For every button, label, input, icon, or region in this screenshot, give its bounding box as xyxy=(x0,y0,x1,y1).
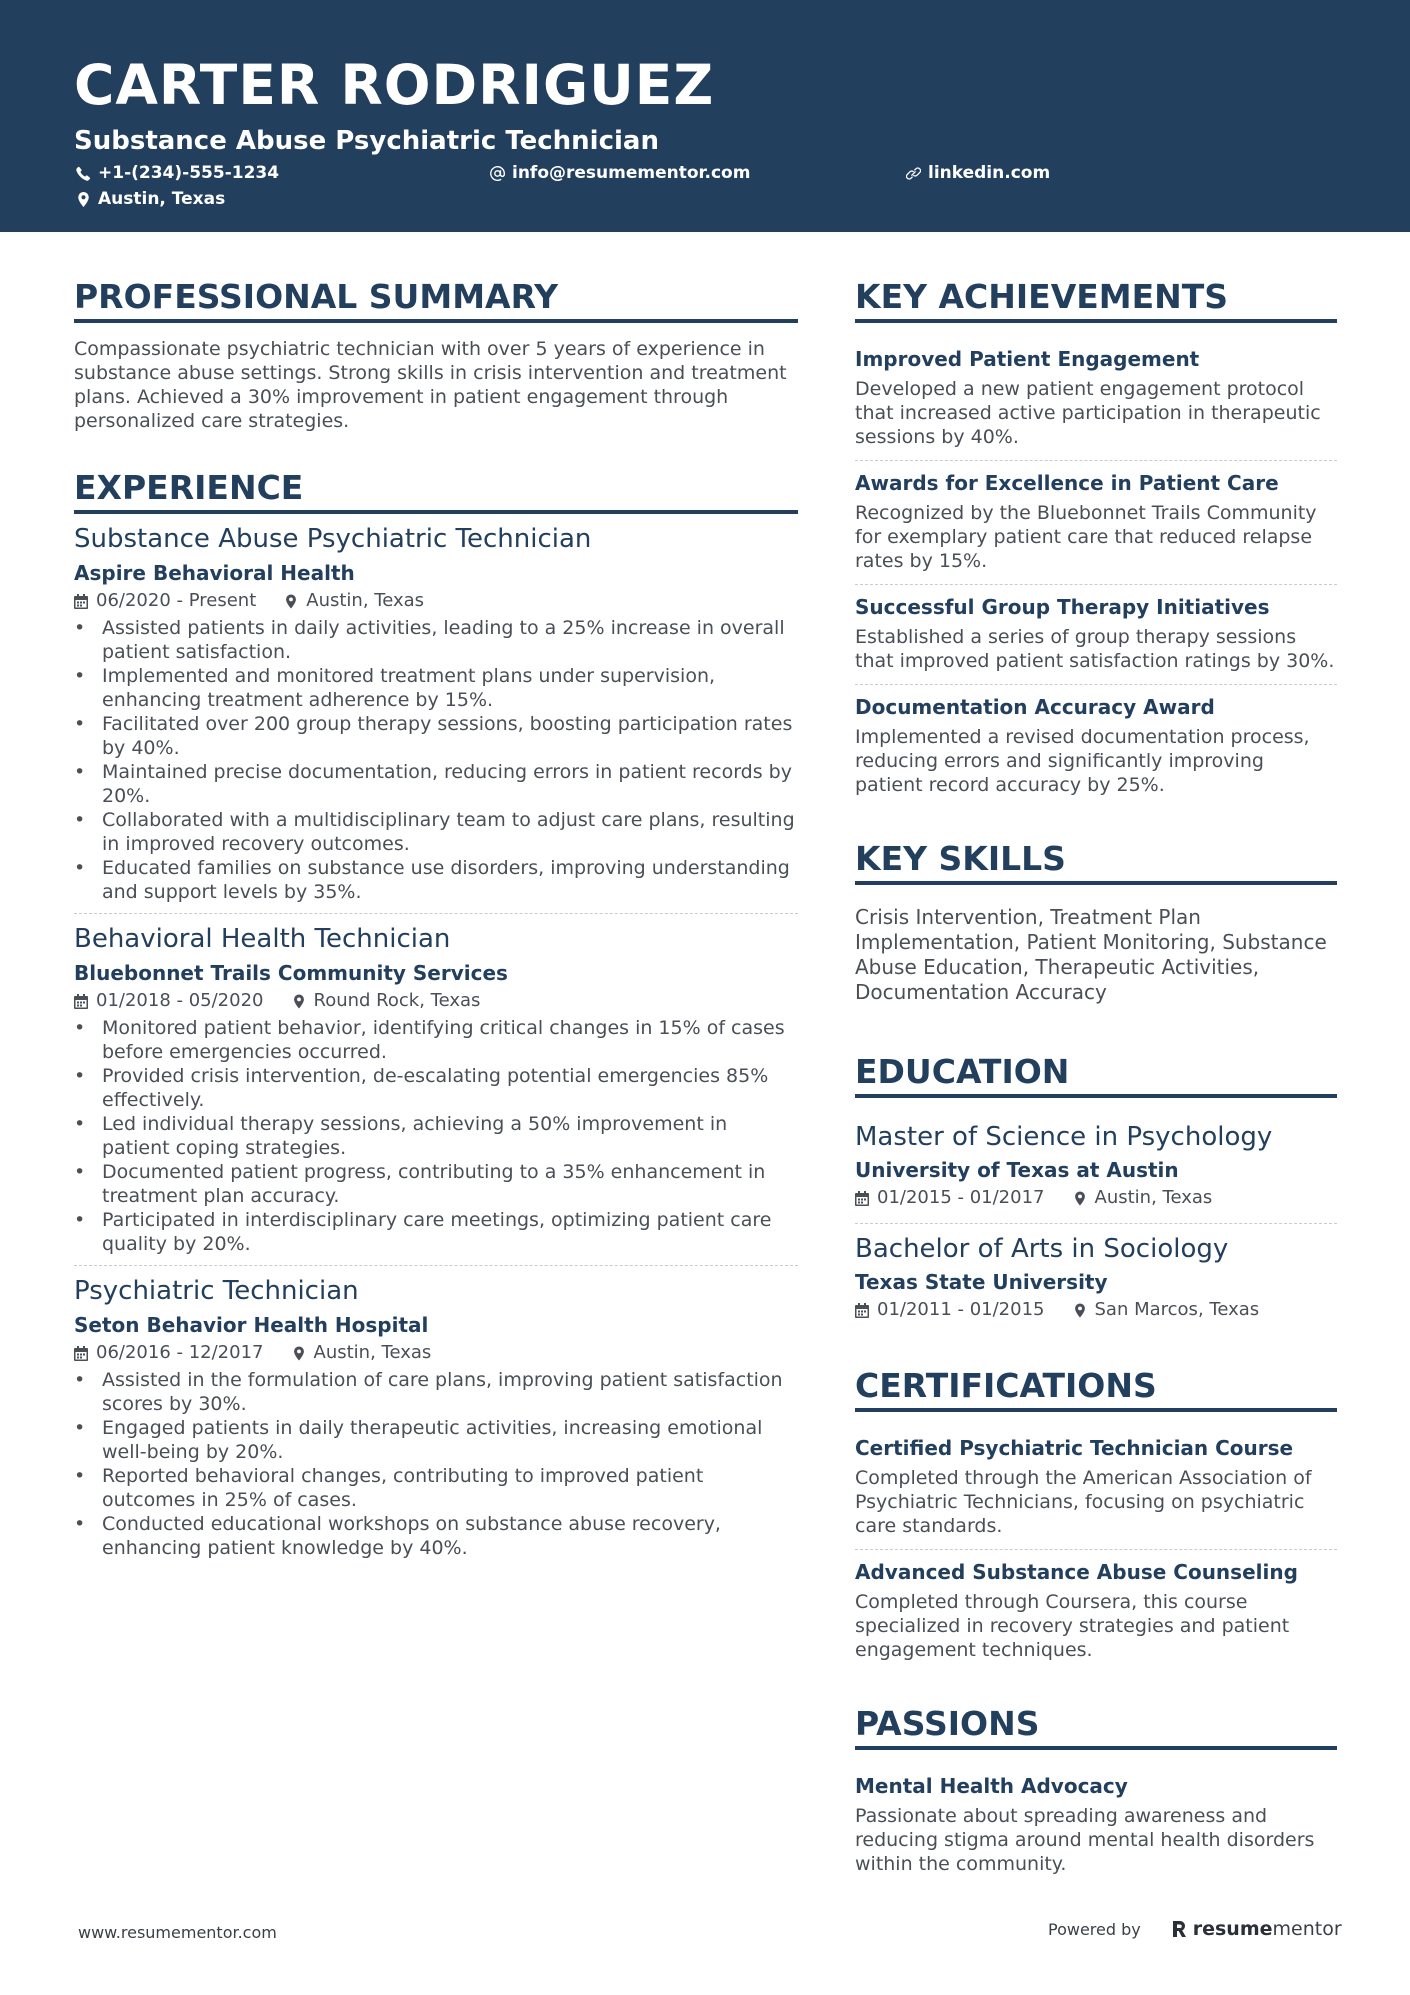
passion-title: Mental Health Advocacy xyxy=(855,1774,1128,1798)
job-bullet: • Provided crisis intervention, de-escalating potential emergencies 85% effectively. xyxy=(74,1064,798,1112)
job-title: Substance Abuse Psychiatric Technician xyxy=(74,524,592,554)
certification-text: Completed through Coursera, this course specialized in recovery strategies and patient engagement techniques. xyxy=(855,1591,1290,1661)
job-bullet: • Collaborated with a multidisciplinary team to adjust care plans, resulting in improved recovery outcomes. xyxy=(74,808,798,856)
school-name: Texas State University xyxy=(855,1270,1108,1294)
education-location xyxy=(1073,1189,1213,1207)
job-bullet: • Engaged patients in daily therapeutic activities, increasing emotional well-being by 20%. xyxy=(74,1416,798,1464)
job-bullet: • Reported behavioral changes, contributing to improved patient outcomes in 25% of cases. xyxy=(74,1464,798,1512)
job-location xyxy=(284,592,424,610)
achievement-text: Established a series of group therapy sessions that improved patient satisfaction ratings by 30%. xyxy=(855,626,1335,672)
certifications-section xyxy=(855,1366,1337,1673)
link-icon xyxy=(906,166,921,181)
job-location-text: Austin, Texas xyxy=(313,1342,432,1363)
job-entry xyxy=(74,526,798,914)
calendar-icon xyxy=(74,1346,88,1361)
achievement-item xyxy=(855,585,1337,685)
job-dates-text: 06/2016 - 12/2017 xyxy=(96,1342,264,1363)
map-pin-icon xyxy=(292,994,306,1009)
education-item xyxy=(855,1112,1337,1224)
summary-heading: PROFESSIONAL SUMMARY xyxy=(74,280,798,323)
footer-website[interactable]: www.resumementor.com xyxy=(78,1923,277,1942)
experience-section xyxy=(74,468,798,1569)
certification-title: Advanced Substance Abuse Counseling xyxy=(855,1560,1298,1584)
job-bullets xyxy=(74,1016,798,1256)
skills-heading: KEY SKILLS xyxy=(855,842,1337,885)
calendar-icon xyxy=(74,594,88,609)
achievement-title: Successful Group Therapy Initiatives xyxy=(855,595,1270,619)
job-entry xyxy=(74,1278,798,1569)
job-location xyxy=(292,992,481,1010)
brand-logo-icon xyxy=(1171,1920,1187,1938)
education-location xyxy=(1073,1301,1260,1319)
education-location-text: Austin, Texas xyxy=(1094,1187,1213,1208)
job-location-text: Austin, Texas xyxy=(306,590,425,611)
education-meta xyxy=(855,1301,1337,1319)
job-bullet: • Conducted educational workshops on substance abuse recovery, enhancing patient knowledge by 40%. xyxy=(74,1512,798,1560)
job-meta xyxy=(74,992,798,1010)
job-bullet: • Implemented and monitored treatment plans under supervision, enhancing treatment adherence by 15%. xyxy=(74,664,798,712)
job-bullet: • Facilitated over 200 group therapy sessions, boosting participation rates by 40%. xyxy=(74,712,798,760)
job-bullet: • Assisted in the formulation of care plans, improving patient satisfaction scores by 30%. xyxy=(74,1368,798,1416)
candidate-title: Substance Abuse Psychiatric Technician xyxy=(74,126,659,156)
phone-text: +1-(234)-555-1234 xyxy=(98,163,280,183)
achievement-title: Documentation Accuracy Award xyxy=(855,695,1215,719)
job-dates-text: 06/2020 - Present xyxy=(96,590,257,611)
education-meta xyxy=(855,1189,1337,1207)
education-dates xyxy=(855,1301,1045,1319)
job-meta xyxy=(74,1344,798,1362)
job-bullets xyxy=(74,1368,798,1560)
location-text: Austin, Texas xyxy=(98,189,226,209)
skills-section xyxy=(855,839,1337,1005)
brand-logo[interactable] xyxy=(1171,1918,1342,1940)
footer-powered-by xyxy=(1048,1918,1342,1940)
education-dates xyxy=(855,1189,1045,1207)
achievements-heading: KEY ACHIEVEMENTS xyxy=(855,280,1337,323)
experience-heading: EXPERIENCE xyxy=(74,471,798,514)
job-bullet: • Maintained precise documentation, reducing errors in patient records by 20%. xyxy=(74,760,798,808)
summary-text: Compassionate psychiatric technician with over 5 years of experience in substance abuse settings. Strong skills in crisis intervention and treatment plans. Achieved a 30% improvement in patient engagement through personalized care strategies. xyxy=(74,338,787,432)
achievement-title: Improved Patient Engagement xyxy=(855,347,1200,371)
achievement-item xyxy=(855,461,1337,585)
achievements-section xyxy=(855,277,1337,808)
education-heading: EDUCATION xyxy=(855,1055,1337,1098)
certification-item xyxy=(855,1550,1337,1673)
job-bullet: • Assisted patients in daily activities, leading to a 25% increase in overall patient satisfaction. xyxy=(74,616,798,664)
linkedin-text: linkedin.com xyxy=(928,163,1051,183)
job-location xyxy=(292,1344,432,1362)
job-bullet: • Educated families on substance use disorders, improving understanding and support levels by 35%. xyxy=(74,856,798,904)
job-meta xyxy=(74,592,798,610)
education-item xyxy=(855,1224,1337,1335)
achievement-text: Developed a new patient engagement protocol that increased active participation in therapeutic sessions by 40%. xyxy=(855,378,1321,448)
education-section xyxy=(855,1052,1337,1335)
achievement-text: Recognized by the Bluebonnet Trails Community for exemplary patient care that reduced relapse rates by 15%. xyxy=(855,502,1317,572)
passions-section xyxy=(855,1704,1337,1887)
achievement-item xyxy=(855,337,1337,461)
job-dates xyxy=(74,992,264,1010)
certifications-heading: CERTIFICATIONS xyxy=(855,1369,1337,1412)
certification-text: Completed through the American Association of Psychiatric Technicians, focusing on psychiatric care standards. xyxy=(855,1467,1312,1537)
company-name: Bluebonnet Trails Community Services xyxy=(74,961,508,985)
resume-header xyxy=(0,0,1410,232)
passions-heading: PASSIONS xyxy=(855,1707,1337,1750)
job-location-text: Round Rock, Texas xyxy=(313,990,481,1011)
calendar-icon xyxy=(74,994,88,1009)
job-bullet: • Participated in interdisciplinary care meetings, optimizing patient care quality by 20%. xyxy=(74,1208,798,1256)
degree: Master of Science in Psychology xyxy=(855,1122,1273,1152)
job-bullet: • Monitored patient behavior, identifying critical changes in 15% of cases before emergencies occurred. xyxy=(74,1016,798,1064)
summary-section xyxy=(74,277,798,433)
achievement-text: Implemented a revised documentation process, reducing errors and significantly improving patient record accuracy by 25%. xyxy=(855,726,1310,796)
certification-item xyxy=(855,1426,1337,1550)
candidate-name: CARTER RODRIGUEZ xyxy=(74,53,715,117)
right-column xyxy=(855,277,1337,1887)
at-sign-icon xyxy=(490,166,505,181)
passion-text: Passionate about spreading awareness and reducing stigma around mental health disorders within the community. xyxy=(855,1805,1315,1875)
achievement-item xyxy=(855,685,1337,808)
powered-by-label: Powered by xyxy=(1048,1919,1141,1939)
map-pin-icon xyxy=(292,1346,306,1361)
calendar-icon xyxy=(855,1303,869,1318)
contact-linkedin[interactable] xyxy=(906,165,1050,182)
brand-name-rest: mentor xyxy=(1272,1918,1342,1940)
education-location-text: San Marcos, Texas xyxy=(1094,1299,1260,1320)
map-pin-icon xyxy=(284,594,298,609)
phone-icon xyxy=(76,166,91,181)
map-pin-icon xyxy=(76,192,91,207)
skills-text: Crisis Intervention, Treatment Plan Implementation, Patient Monitoring, Substance Abuse Education, Therapeutic Activities, Documentation Accuracy xyxy=(855,905,1327,1004)
job-dates xyxy=(74,592,256,610)
calendar-icon xyxy=(855,1191,869,1206)
map-pin-icon xyxy=(1073,1191,1087,1206)
school-name: University of Texas at Austin xyxy=(855,1158,1179,1182)
contact-email[interactable] xyxy=(490,165,750,182)
job-title: Behavioral Health Technician xyxy=(74,924,451,954)
job-bullet: • Led individual therapy sessions, achieving a 50% improvement in patient coping strategies. xyxy=(74,1112,798,1160)
company-name: Aspire Behavioral Health xyxy=(74,561,355,585)
contact-location xyxy=(76,191,225,208)
job-bullets xyxy=(74,616,798,904)
certification-title: Certified Psychiatric Technician Course xyxy=(855,1436,1294,1460)
job-title: Psychiatric Technician xyxy=(74,1276,359,1306)
email-text: info@resumementor.com xyxy=(512,163,751,183)
education-dates-text: 01/2015 - 01/2017 xyxy=(877,1187,1045,1208)
brand-name-bold: resume xyxy=(1192,1918,1273,1940)
company-name: Seton Behavior Health Hospital xyxy=(74,1313,429,1337)
education-dates-text: 01/2011 - 01/2015 xyxy=(877,1299,1045,1320)
job-dates xyxy=(74,1344,264,1362)
job-dates-text: 01/2018 - 05/2020 xyxy=(96,990,264,1011)
job-bullet: • Documented patient progress, contributing to a 35% enhancement in treatment plan accuracy. xyxy=(74,1160,798,1208)
passion-item xyxy=(855,1764,1337,1887)
contact-phone[interactable] xyxy=(76,165,279,182)
job-entry xyxy=(74,926,798,1266)
left-column xyxy=(74,277,798,1569)
map-pin-icon xyxy=(1073,1303,1087,1318)
achievement-title: Awards for Excellence in Patient Care xyxy=(855,471,1279,495)
degree: Bachelor of Arts in Sociology xyxy=(855,1234,1229,1264)
